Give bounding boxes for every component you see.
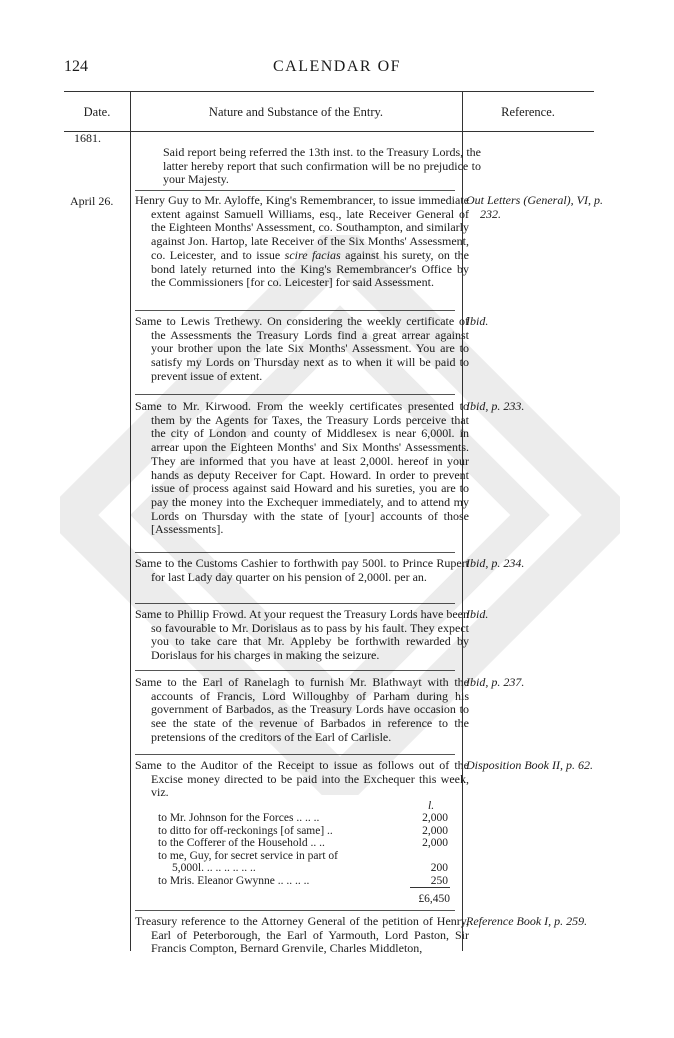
entry-reference: Ibid. (466, 314, 489, 328)
total-rule (410, 887, 450, 888)
entry-separator (135, 603, 455, 604)
table-header-rule (64, 131, 594, 132)
entry-customs-cashier: Same to the Customs Cashier to forthwith pay 500l. to Prince Rupert for last Lady day quarter on his pension of 2,000l. per an. (135, 556, 469, 584)
payment-row: to me, Guy, for secret service in part of (158, 849, 338, 862)
entry-ayloffe: Henry Guy to Mr. Ayloffe, King's Remembrancer, to issue immediate extent against Samuell Williams, esq., late Receiver General of the Eighteen Months' Assessment, co. Southampton, and similarly against Jon. Hartop, late Receiver of the Six Months' Assessment, co. Leicester, and to issue scire facias against his surety, on the bond lately returned into the King's Remembrancer's Office by the Commissioners [for co. Leicester] for said Assessment. (135, 193, 470, 290)
entry-auditor: Same to the Auditor of the Receipt to issue as follows out of the Excise money directed to be paid into the Exchequer this week, viz. (135, 758, 469, 800)
payments-total: £6,450 (418, 893, 450, 905)
entry-reference: Ibid, p. 234. (466, 556, 525, 570)
column-header-reference: Reference. (501, 105, 555, 119)
entry-date: April 26. (70, 194, 114, 208)
payment-row: 5,000l. .. .. .. .. .. .. 200 (172, 862, 448, 875)
entry-treasury-reference: Treasury reference to the Attorney General of the petition of Henry, Earl of Peterborough, the Earl of Yarmouth, Lord Paston, Sir Francis Compton, Bernard Grenvile, Charles Middleton, (135, 914, 469, 956)
payments-list (158, 812, 448, 888)
column-header-nature: Nature and Substance of the Entry. (208, 105, 384, 119)
column-header-date: Date. (83, 105, 111, 119)
entry-reference: Ibid, p. 233. (466, 399, 525, 413)
entry-reference: Out Letters (General), VI, p. 232. (466, 193, 603, 221)
page-title: CALENDAR OF (272, 58, 402, 75)
entry-reference: Disposition Book II, p. 62. (466, 758, 593, 772)
entry-frowd: Same to Phillip Frowd. At your request the Treasury Lords have been so favourable to Mr. Dorislaus as to pass by his fault. They expect you to take care that Mr. Appleby be forthwith rewarded by Dorislaus for his charges in making the seizure. (135, 607, 469, 663)
entry-separator (135, 670, 455, 671)
entry-separator (135, 754, 455, 755)
entry-reference: Ibid, p. 237. (466, 675, 525, 689)
payment-row: to Mris. Eleanor Gwynne .. .. .. .. 250 (158, 874, 448, 887)
year-label: 1681. (74, 131, 101, 145)
entry-separator (135, 394, 455, 395)
entry-separator (135, 552, 455, 553)
entry-reference: Ibid. (466, 607, 489, 621)
entry-separator (135, 190, 455, 191)
entry-separator (135, 910, 455, 911)
page-number: 124 (64, 58, 88, 75)
table-top-rule (64, 91, 594, 92)
payment-row: to the Cofferer of the Household .. .. 2,000 (158, 837, 448, 850)
payment-row: to Mr. Johnson for the Forces .. .. .. 2,000 (158, 812, 448, 824)
entry-reference: Reference Book I, p. 259. (466, 914, 588, 928)
entry-trethewy: Same to Lewis Trethewy. On considering the weekly certificate of the Assessments the Treasury Lords find a great arrear against your brother upon the late Six Months' Assessment. You are to satisfy my Lords on Thursday next as to when it will be paid to prevent issue of extent. (135, 314, 469, 383)
entry-continued: Said report being referred the 13th inst. to the Treasury Lords, the latter hereby report that such confirmation will be no prejudice to your Majesty. (163, 145, 481, 187)
entry-ranelagh: Same to the Earl of Ranelagh to furnish Mr. Blathwayt with the accounts of Francis, Lord Willoughby of Parham during his government of Barbados, as the Treasury Lords have occasion to see the state of the revenue of Barbados in reference to the pretensions of the creditors of the Earl of Carlisle. (135, 675, 469, 744)
date-column-divider (130, 91, 131, 951)
payment-row: to ditto for off-reckonings [of same] .. 2,000 (158, 824, 448, 837)
entry-separator (135, 310, 455, 311)
amount-unit: l. (428, 800, 435, 812)
entry-kirwood: Same to Mr. Kirwood. From the weekly certificates presented to them by the Agents for Taxes, the Treasury Lords perceive that the city of London and county of Middlesex is near 6,000l. in arrear upon the Eighteen Months' and Six Months' Assessments. They are informed that you have at least 2,000l. hereof in your hands as deputy Receiver for Capt. Howard. In order to prevent issue of process against said Howard and his sureties, you are to pay the money into the Exchequer immediately, and to attend my Lords on Thursday with the state of [your] accounts of those [Assessments]. (135, 399, 469, 537)
